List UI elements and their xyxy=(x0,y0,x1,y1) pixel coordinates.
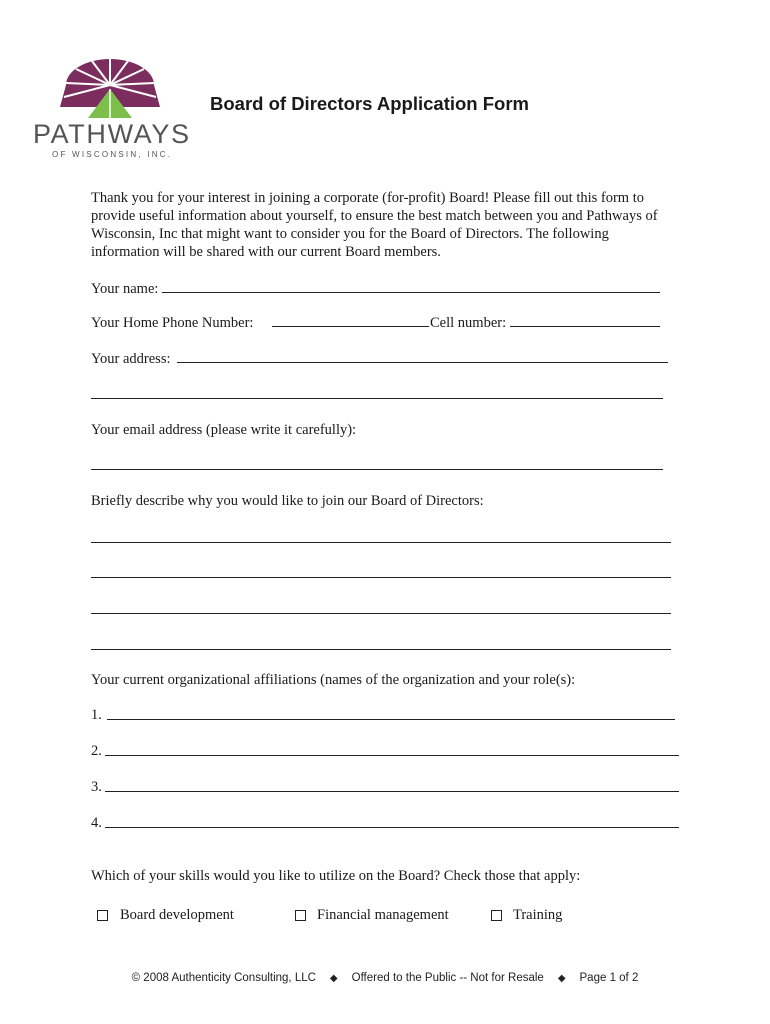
why-label: Briefly describe why you would like to join our Board of Directors: xyxy=(91,493,484,509)
home-phone-label: Your Home Phone Number: xyxy=(91,315,254,331)
name-field[interactable] xyxy=(162,292,660,293)
affiliation-field[interactable] xyxy=(107,719,675,720)
diamond-icon: ◆ xyxy=(557,973,566,984)
name-label: Your name: xyxy=(91,281,159,297)
diamond-icon: ◆ xyxy=(329,973,338,984)
footer xyxy=(0,972,770,984)
footer-copyright: © 2008 Authenticity Consulting, LLC xyxy=(131,972,316,984)
skill-label: Financial management xyxy=(317,907,449,923)
footer-offer: Offered to the Public -- Not for Resale xyxy=(351,972,544,984)
address-field[interactable] xyxy=(177,362,668,363)
affiliation-number: 4. xyxy=(91,815,102,831)
checkbox-training[interactable] xyxy=(491,910,502,921)
svg-text:OF WISCONSIN, INC.: OF WISCONSIN, INC. xyxy=(52,150,170,159)
affiliation-field[interactable] xyxy=(105,755,679,756)
address-field-line-2[interactable] xyxy=(91,398,663,399)
email-field[interactable] xyxy=(91,469,663,470)
affiliation-field[interactable] xyxy=(105,791,679,792)
why-field-line[interactable] xyxy=(91,542,671,543)
page-title: Board of Directors Application Form xyxy=(210,93,529,114)
checkbox-financial-management[interactable] xyxy=(295,910,306,921)
affiliation-number: 3. xyxy=(91,779,102,795)
why-field-line[interactable] xyxy=(91,613,671,614)
why-field-line[interactable] xyxy=(91,577,671,578)
skills-label: Which of your skills would you like to utilize on the Board? Check those that apply: xyxy=(91,868,581,884)
address-label: Your address: xyxy=(91,351,171,367)
affiliations-label: Your current organizational affiliations (names of the organization and your role(s): xyxy=(91,672,576,688)
home-phone-field[interactable] xyxy=(272,326,429,327)
skill-label: Board development xyxy=(120,907,234,923)
intro-paragraph: Thank you for your interest in joining a corporate (for-profit) Board! Please fill out this form to provide useful information about yourself, to ensure the best match between you and Pathways of Wisconsin, Inc that might want to consider you for the Board of Directors. The following information will be shared with our current Board members. xyxy=(91,190,658,260)
checkbox-board-development[interactable] xyxy=(97,910,108,921)
svg-text:PATHWAYS: PATHWAYS xyxy=(33,119,189,149)
affiliation-number: 2. xyxy=(91,743,102,759)
affiliation-number: 1. xyxy=(91,707,102,723)
affiliation-field[interactable] xyxy=(105,827,679,828)
cell-label: Cell number: xyxy=(430,315,507,331)
why-field-line[interactable] xyxy=(91,649,671,650)
skill-label: Training xyxy=(513,907,563,923)
cell-field[interactable] xyxy=(510,326,660,327)
footer-page: Page 1 of 2 xyxy=(579,972,639,984)
logo xyxy=(30,55,200,160)
email-label: Your email address (please write it carefully): xyxy=(91,422,357,438)
